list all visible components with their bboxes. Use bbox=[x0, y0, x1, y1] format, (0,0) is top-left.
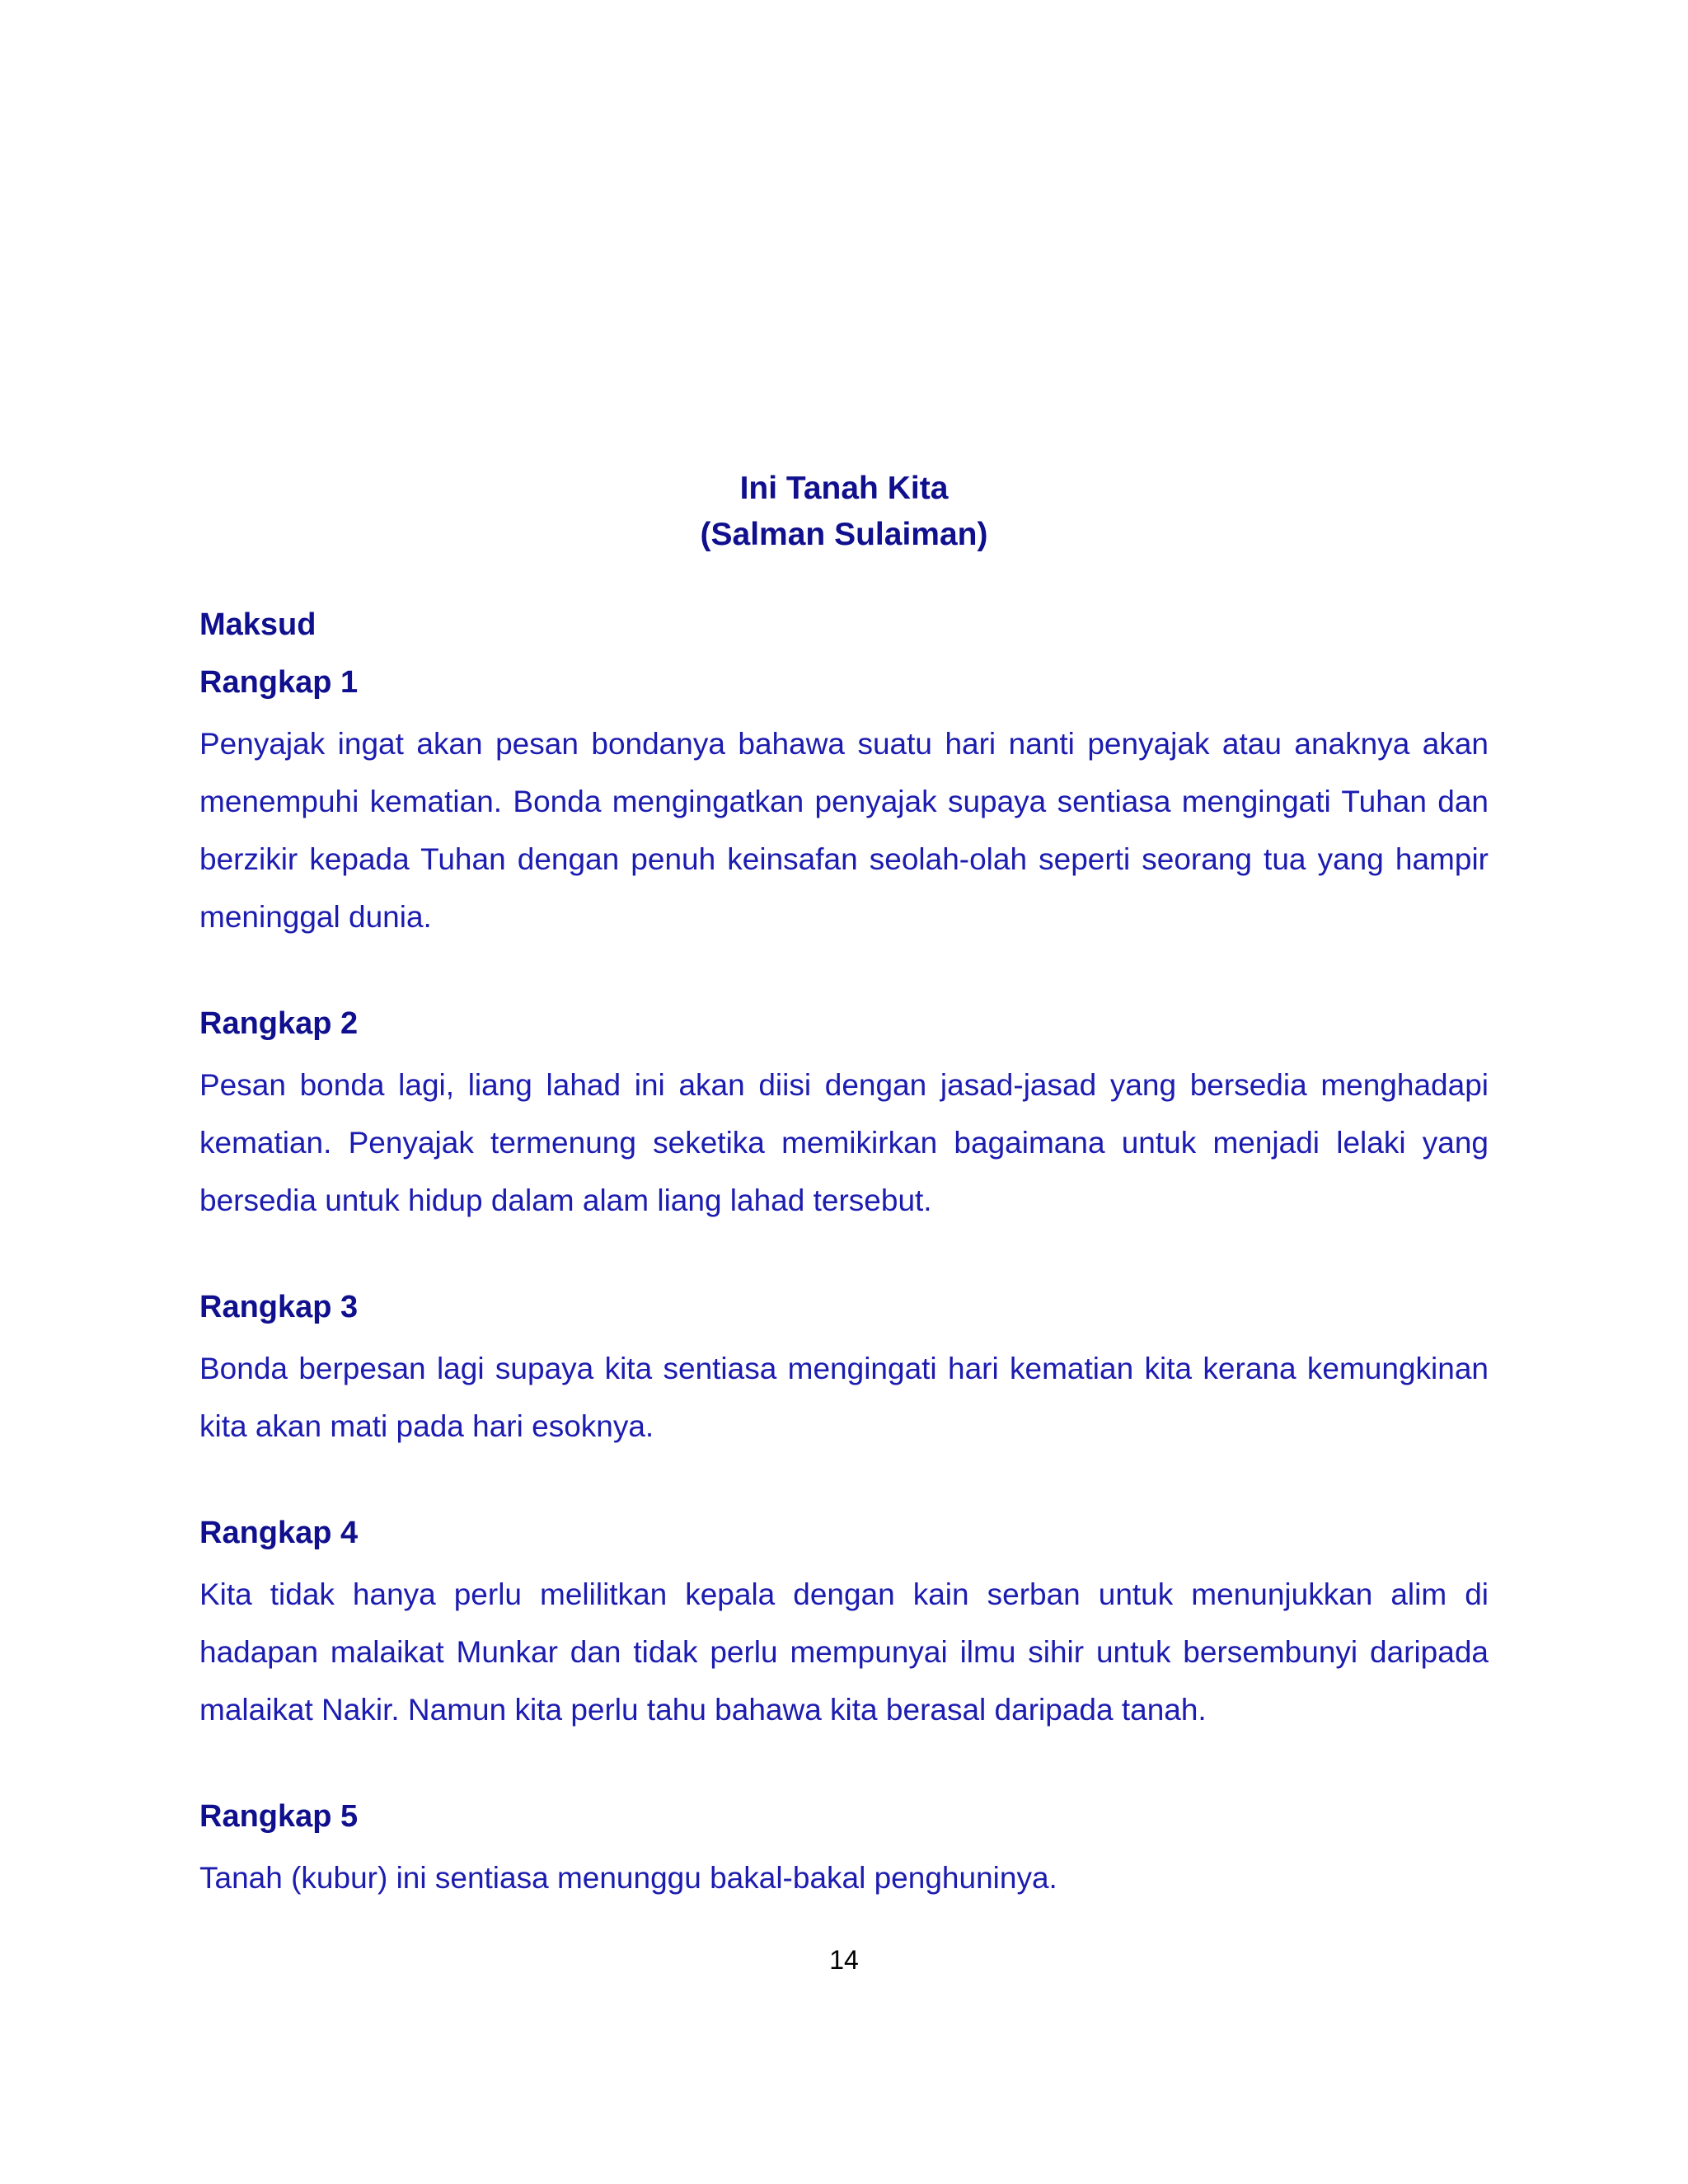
stanza-3 bbox=[199, 1284, 1489, 1455]
stanza-text: Pesan bonda lagi, liang lahad ini akan diisi dengan jasad-jasad yang bersedia menghadapi kematian. Penyajak termenung seketika memikirkan bagaimana untuk menjadi lelaki yang bersedia untuk hidup dalam alam liang lahad tersebut. bbox=[199, 1068, 1489, 1217]
stanza-text: Bonda berpesan lagi supaya kita sentiasa mengingati hari kematian kita kerana kemungkinan kita akan mati pada hari esoknya. bbox=[199, 1352, 1489, 1443]
title-block bbox=[0, 466, 1688, 558]
stanza-2 bbox=[199, 1001, 1489, 1230]
stanza-label: Rangkap 3 bbox=[199, 1290, 359, 1324]
stanza-label: Rangkap 4 bbox=[199, 1516, 359, 1550]
document-author: (Salman Sulaiman) bbox=[700, 517, 988, 552]
stanza-1 bbox=[199, 659, 1489, 946]
stanza-5 bbox=[199, 1793, 1489, 1907]
stanza-text: Tanah (kubur) ini sentiasa menunggu bakal-bakal penghuninya. bbox=[199, 1861, 1057, 1895]
stanza-text: Kita tidak hanya perlu melilitkan kepala dengan kain serban untuk menunjukkan alim di hadapan malaikat Munkar dan tidak perlu mempunyai ilmu sihir untuk bersembunyi daripada malaikat Nakir. Namun kita perlu tahu bahawa kita berasal daripada tanah. bbox=[199, 1577, 1489, 1727]
document-title: Ini Tanah Kita bbox=[739, 471, 949, 506]
document-content bbox=[199, 602, 1489, 1961]
stanza-label: Rangkap 5 bbox=[199, 1799, 359, 1834]
stanza-label: Rangkap 2 bbox=[199, 1006, 359, 1041]
stanza-text: Penyajak ingat akan pesan bondanya bahawa suatu hari nanti penyajak atau anaknya akan menempuhi kematian. Bonda mengingatkan penyajak supaya sentiasa mengingati Tuhan dan berzikir kepada Tuhan dengan penuh keinsafan seolah-olah seperti seorang tua yang hampir meninggal dunia. bbox=[199, 727, 1489, 934]
stanza-4 bbox=[199, 1510, 1489, 1739]
stanza-label: Rangkap 1 bbox=[199, 665, 359, 700]
section-heading-maksud: Maksud bbox=[199, 607, 316, 642]
page-number: 14 bbox=[829, 1945, 859, 1975]
